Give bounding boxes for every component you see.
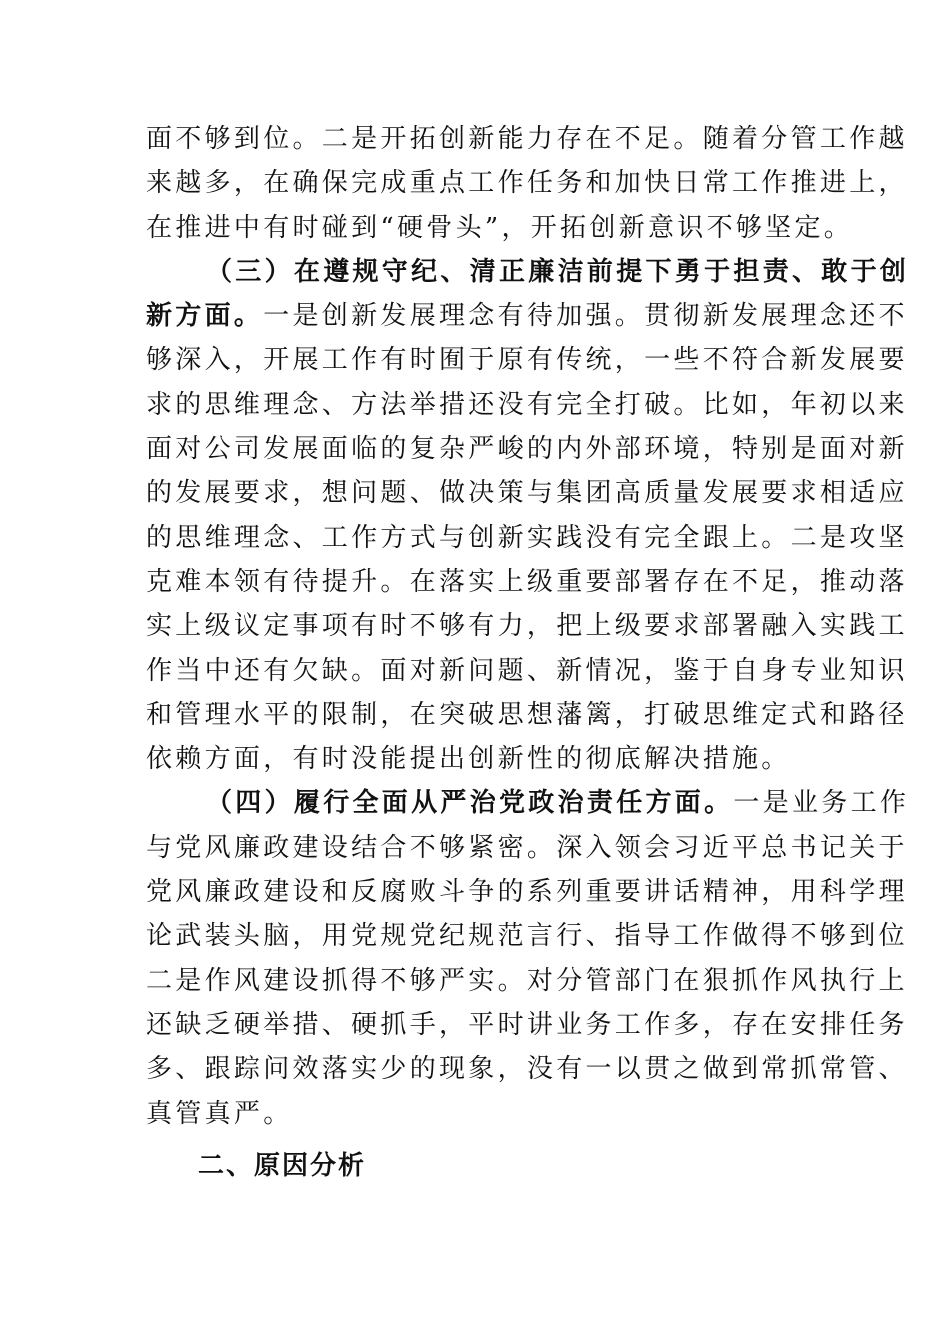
text-line: 在推进中有时碰到“硬骨头”，开拓创新意识不够坚定。 (146, 212, 854, 243)
text-line: 求的思维理念、方法举措还没有完全打破。比如，年初以来 (146, 389, 908, 420)
text-line (146, 781, 910, 825)
text-line: 面对公司发展面临的复杂严峻的内外部环境，特别是面对新 (146, 434, 908, 465)
text-line (146, 294, 908, 338)
text-line: 的思维理念、工作方式与创新实践没有完全跟上。二是攻坚 (146, 522, 908, 553)
text-line: 论武装头脑，用党规党纪规范言行、指导工作做得不够到位 (146, 921, 908, 952)
text-line: 面不够到位。二是开拓创新能力存在不足。随着分管工作越 (146, 124, 908, 154)
paragraph-section-4 (146, 781, 910, 1135)
section-3-title: （三）在遵规守纪、清正廉洁前提下勇于担责、敢于创 (206, 256, 910, 287)
text-span: 一是创新发展理念有待加强。贯彻新发展理念还不 (263, 301, 908, 332)
text-line: 来越多，在确保完成重点工作任务和加快日常工作推进上， (146, 168, 908, 199)
text-line: 和管理水平的限制，在突破思想藩篱，打破思维定式和路径 (146, 699, 908, 730)
text-line: 够深入，开展工作有时囿于原有传统，一些不符合新发展要 (146, 345, 908, 376)
text-line: 克难本领有待提升。在落实上级重要部署存在不足，推动落 (146, 566, 908, 597)
text-line: 依赖方面，有时没能提出创新性的彻底解决措施。 (146, 744, 791, 775)
text-line: 作当中还有欠缺。面对新问题、新情况，鉴于自身专业知识 (146, 655, 908, 686)
section-4-title: （四）履行全面从严治党政治责任方面。 (206, 788, 734, 819)
text-line: 与党风廉政建设结合不够紧密。深入领会习近平总书记关于 (146, 832, 908, 863)
section-3-title-end: 新方面。 (146, 301, 264, 332)
text-line: 还缺乏硬举措、硬抓手，平时讲业务工作多，存在安排任务 (146, 1009, 908, 1040)
text-line: 党风廉政建设和反腐败斗争的系列重要讲话精神，用科学理 (146, 877, 908, 908)
text-line: 的发展要求，想问题、做决策与集团高质量发展要求相适应 (146, 478, 908, 509)
paragraph-continuation (146, 117, 908, 250)
text-line: 二是作风建设抓得不够严实。对分管部门在狠抓作风执行上 (146, 965, 908, 996)
text-line: 多、跟踪问效落实少的现象，没有一以贯之做到常抓常管、 (146, 1054, 908, 1085)
paragraph-section-3 (146, 250, 910, 782)
text-line: 实上级议定事项有时不够有力，把上级要求部署融入实践工 (146, 611, 908, 642)
text-span: 一是业务工作 (733, 788, 910, 819)
text-line: 真管真严。 (146, 1098, 293, 1129)
document-body (146, 117, 910, 1188)
section-heading: 二、原因分析 (198, 1150, 367, 1181)
